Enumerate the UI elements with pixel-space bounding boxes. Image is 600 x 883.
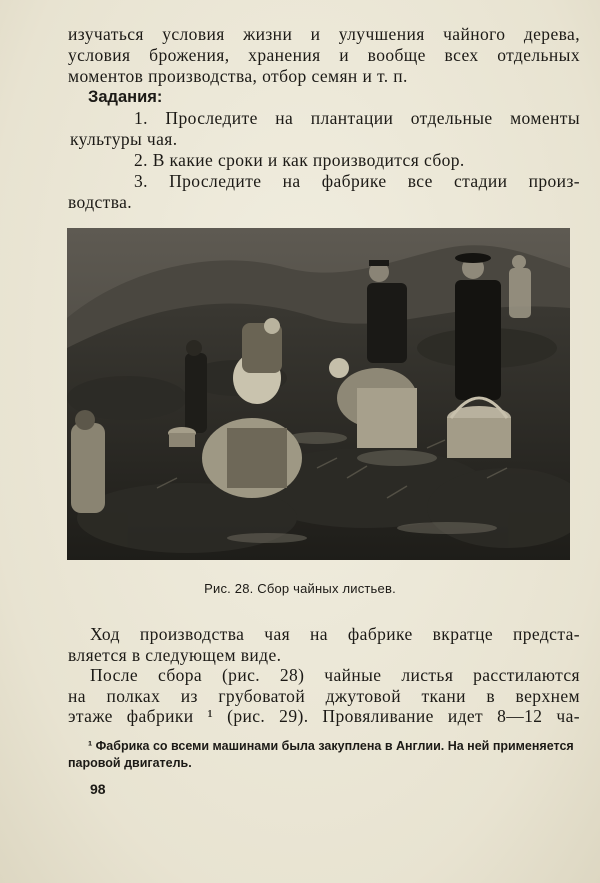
- tea-harvest-photo: [67, 228, 570, 560]
- tasks-heading: Задания:: [88, 88, 163, 106]
- photo-illustration: [67, 228, 570, 560]
- intro-line: условия брожения, хранения и вообще всех отдельных: [68, 45, 580, 65]
- page-number: 98: [90, 781, 106, 797]
- footnote: ¹ Фабрика со всеми машинами была закуплена в Англии. На ней применяется паровой двигатель.: [68, 739, 574, 770]
- task-item: 3. Проследите на фабрике все стадии произ-: [134, 171, 580, 191]
- body-line: этаже фабрики ¹ (рис. 29). Провяливание идет 8—12 ча-: [68, 706, 580, 726]
- body-paragraph: [68, 624, 580, 727]
- task-item-continuation: культуры чая.: [70, 129, 178, 149]
- intro-line: моментов производства, отбор семян и т. п.: [68, 66, 408, 86]
- intro-line: изучаться условия жизни и улучшения чайного дерева,: [68, 24, 580, 44]
- tasks-list: [68, 108, 580, 213]
- figure-caption: Рис. 28. Сбор чайных листьев.: [204, 581, 396, 596]
- intro-paragraph: [68, 24, 580, 87]
- body-line: вляется в следующем виде.: [68, 644, 282, 665]
- body-line: После сбора (рис. 28) чайные листья расстилаются: [90, 665, 580, 685]
- body-line: Ход производства чая на фабрике вкратце предста-: [90, 624, 580, 644]
- task-item-continuation: водства.: [68, 192, 133, 212]
- task-item: 1. Проследите на плантации отдельные моменты: [134, 108, 580, 128]
- body-line: на полках из грубоватой джутовой ткани в верхнем: [68, 685, 580, 706]
- task-item: 2. В какие сроки и как производится сбор.: [134, 150, 465, 170]
